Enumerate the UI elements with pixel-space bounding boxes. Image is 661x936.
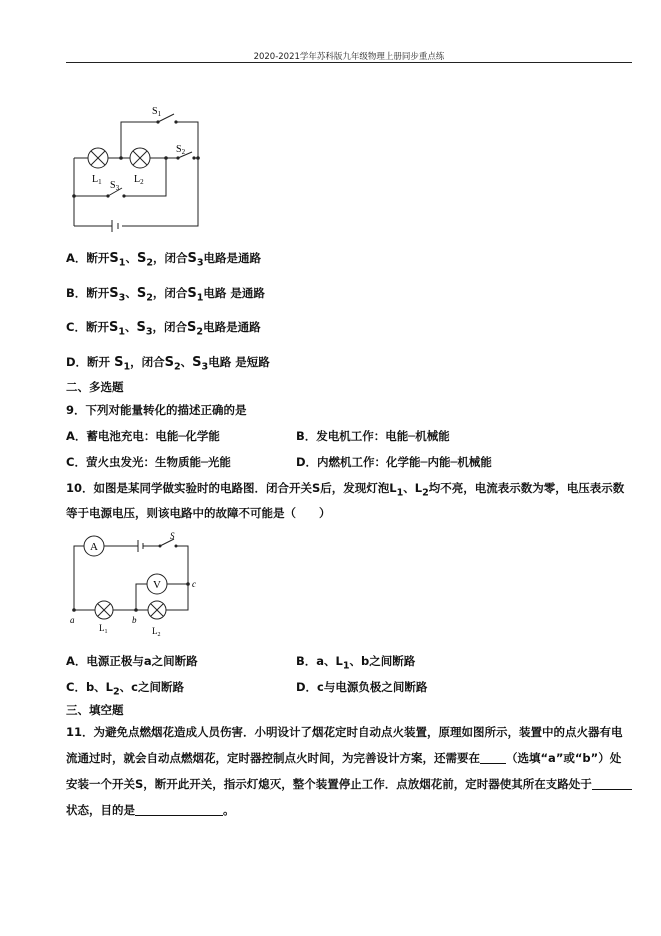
q11-line2 <box>66 750 621 766</box>
option-text: A．断开 <box>66 251 110 265</box>
switch-symbol: S <box>164 355 174 370</box>
switch-subscript: 1 <box>196 292 204 304</box>
label-s2: S <box>176 144 182 155</box>
stem-text: 、L <box>403 481 423 495</box>
section-heading-multi: 二、多选题 <box>66 380 124 394</box>
switch-symbol: S <box>109 251 119 266</box>
q9-option-a: A．蓄电池充电：电能─化学能 <box>66 429 220 443</box>
option-text: 、 <box>180 355 193 369</box>
q10-option-c <box>66 679 184 697</box>
option-text: 、 <box>125 320 137 334</box>
q8-option-a <box>66 250 261 268</box>
switch-symbol: S <box>187 286 197 301</box>
switch-symbol: S <box>108 320 119 335</box>
label-a: a <box>70 615 75 625</box>
stem-text: （选填“a”或“b”）处 <box>506 751 622 765</box>
q10-stem-line2: 等于电源电压，则该电路中的故障不可能是（ ） <box>66 506 331 520</box>
section-heading-fill: 三、填空题 <box>66 703 124 717</box>
label-s3-sub: 3 <box>115 184 120 192</box>
option-text: ，闭合 <box>130 355 165 369</box>
option-text: C．断开 <box>66 320 109 334</box>
svg-text:S2 <box>176 144 186 156</box>
answer-blank-1[interactable] <box>480 751 506 764</box>
subscript: 2 <box>113 686 120 698</box>
q8-option-d <box>66 354 270 372</box>
switch-subscript: 2 <box>146 257 153 269</box>
label-l1: L <box>99 623 105 633</box>
option-text: 电路是通路 <box>203 251 262 265</box>
option-text: ，闭合 <box>152 320 188 334</box>
stem-text: 均不亮，电流表示数为零，电压表示数 <box>428 481 625 495</box>
switch-subscript: 3 <box>118 292 126 304</box>
switch-subscript: 3 <box>196 257 204 269</box>
label-l1: L <box>92 174 99 185</box>
stem-text: 10．如图是某同学做实验时的电路图．闭合开关S后，发现灯泡L <box>66 481 397 495</box>
label-s1-sub: 1 <box>157 110 162 118</box>
label-s: S <box>170 531 175 541</box>
option-text: 电路 是短路 <box>208 355 270 369</box>
switch-symbol: S <box>114 355 124 370</box>
voltmeter-symbol <box>147 574 167 594</box>
q9-stem: 9．下列对能量转化的描述正确的是 <box>66 403 247 417</box>
q9-option-b: B．发电机工作：电能─机械能 <box>296 429 450 443</box>
lamp-l1 <box>95 601 113 619</box>
option-text: 、 <box>125 251 137 265</box>
label-c: c <box>192 579 196 589</box>
page-header: 2020-2021学年苏科版九年级物理上册同步重点练 <box>253 52 445 62</box>
stem-text: 状态，目的是 <box>66 803 135 817</box>
option-text: C．b、L <box>66 680 113 694</box>
subscript: 1 <box>342 660 350 672</box>
q8-option-c <box>66 319 261 337</box>
switch-subscript: 2 <box>173 361 181 373</box>
switch-symbol: S <box>136 286 147 301</box>
circuit-diagram-2 <box>66 530 206 640</box>
switch-symbol: S <box>192 355 202 370</box>
switch-subscript: 3 <box>145 326 153 338</box>
svg-text:L1 <box>99 623 108 635</box>
switch-symbol: S <box>136 251 147 266</box>
svg-text:S3 <box>110 180 120 192</box>
label-s3: S <box>110 180 116 191</box>
option-text: 、c之间断路 <box>119 680 184 694</box>
switch-symbol: S <box>187 320 197 335</box>
answer-blank-3[interactable] <box>135 803 223 816</box>
ammeter-label: A <box>90 541 98 553</box>
option-text: B．a、L <box>296 654 343 668</box>
switch-symbol: S <box>187 251 197 266</box>
lamp-l1 <box>88 148 108 168</box>
circuit-diagram-1 <box>66 100 216 235</box>
stem-text: 安装一个开关S，断开此开关，指示灯熄灭，整个装置停止工作．点放烟花前，定时器使其所在支路处于 <box>66 777 592 791</box>
switch-subscript: 2 <box>146 292 153 304</box>
stem-text: 流通过时，就会自动点燃烟花，定时器控制点火时间，为完善设计方案，还需要在 <box>66 751 480 765</box>
voltmeter-label: V <box>153 579 161 591</box>
switch-subscript: 2 <box>196 326 204 338</box>
lamp-l2 <box>130 148 150 168</box>
q10-option-a: A．电源正极与a之间断路 <box>66 654 198 668</box>
q10-stem-line1 <box>66 480 624 498</box>
stem-text: 。 <box>223 803 235 817</box>
label-s1: S <box>152 106 158 117</box>
label-l1-sub: 1 <box>98 178 102 186</box>
q11-line1: 11．为避免点燃烟花造成人员伤害．小明设计了烟花定时自动点火装置，原理如图所示，装置中的点火器有电 <box>66 725 623 739</box>
label-l2-sub: 2 <box>157 632 161 638</box>
q10-option-d: D．c与电源负极之间断路 <box>296 680 428 694</box>
subscript: 2 <box>422 487 429 499</box>
option-text: D．断开 <box>66 355 115 369</box>
q11-line4 <box>66 802 235 818</box>
option-text: 电路 是通路 <box>203 286 265 300</box>
label-l1-sub: 1 <box>104 629 108 635</box>
ammeter-symbol <box>84 536 104 556</box>
subscript: 1 <box>396 487 404 499</box>
q8-option-b <box>66 285 265 303</box>
svg-text:S1 <box>152 106 162 118</box>
q11-line3 <box>66 776 632 792</box>
switch-subscript: 1 <box>118 257 126 269</box>
answer-blank-2[interactable] <box>592 777 632 790</box>
switch-symbol: S <box>136 320 146 335</box>
label-s2-sub: 2 <box>181 148 186 156</box>
option-text: ，闭合 <box>153 251 188 265</box>
lamp-l2 <box>148 601 166 619</box>
q9-option-d: D．内燃机工作：化学能─内能─机械能 <box>296 455 492 469</box>
switch-subscript: 1 <box>118 326 125 338</box>
q10-option-b <box>296 653 415 671</box>
svg-text:L2 <box>152 626 161 638</box>
option-text: 电路是通路 <box>203 320 261 334</box>
switch-subscript: 3 <box>201 361 209 373</box>
switch-subscript: 1 <box>123 361 131 373</box>
label-l2-sub: 2 <box>140 178 144 186</box>
label-l2: L <box>152 626 158 636</box>
svg-text:L2 <box>134 174 144 186</box>
q9-option-c: C．萤火虫发光：生物质能─光能 <box>66 455 231 469</box>
label-b: b <box>132 615 137 625</box>
option-text: 、 <box>125 286 137 300</box>
switch-symbol: S <box>109 286 119 301</box>
option-text: 、b之间断路 <box>349 654 416 668</box>
option-text: ，闭合 <box>152 286 188 300</box>
svg-text:L1 <box>92 174 102 186</box>
label-l2: L <box>134 174 141 185</box>
option-text: B．断开 <box>66 286 110 300</box>
header-divider <box>66 62 632 63</box>
